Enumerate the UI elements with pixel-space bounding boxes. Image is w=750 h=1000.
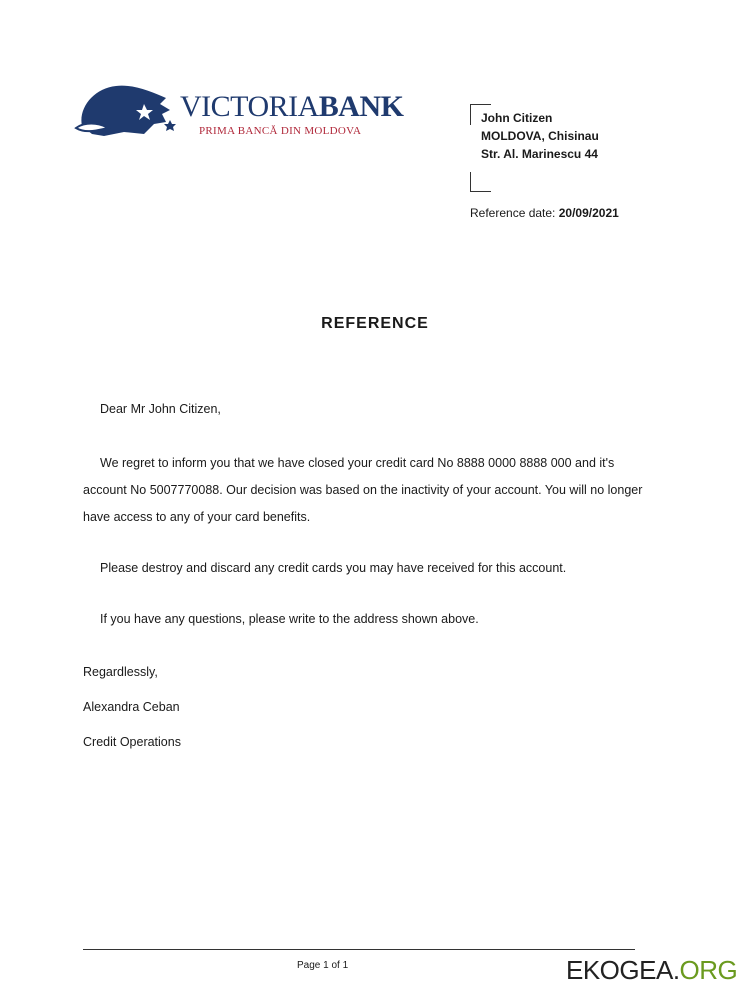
paragraph-questions: If you have any questions, please write to the address shown above.: [100, 612, 479, 626]
recipient-city: MOLDOVA, Chisinau: [481, 129, 599, 143]
reference-date: Reference date: 20/09/2021: [470, 206, 619, 220]
recipient-street: Str. Al. Marinescu 44: [481, 147, 598, 161]
signer-department: Credit Operations: [83, 735, 181, 749]
bank-name: VICTORIABANK: [180, 90, 404, 123]
paragraph-destroy-cards: Please destroy and discard any credit cards you may have received for this account.: [100, 561, 567, 575]
signer-name: Alexandra Ceban: [83, 700, 180, 714]
bank-tagline: PRIMA BANCĂ DIN MOLDOVA: [199, 125, 362, 137]
paragraph-closure-notice: We regret to inform you that we have closed your credit card No 8888 0000 8888 000 and it's account No 5007770088. Our decision was based on the inactivity of your account. You will no longer have access to any of your card benefits.: [83, 456, 643, 524]
address-bracket-bottom: [470, 172, 491, 192]
greeting: Dear Mr John Citizen,: [100, 402, 221, 416]
closing-salutation: Regardlessly,: [83, 665, 158, 679]
recipient-name: John Citizen: [481, 111, 553, 125]
page-number: Page 1 of 1: [297, 960, 349, 971]
document-title: REFERENCE: [321, 315, 429, 332]
recipient-address: [481, 109, 599, 163]
watermark: EKOGEA.ORG: [566, 955, 738, 985]
footer-divider: [83, 949, 635, 950]
